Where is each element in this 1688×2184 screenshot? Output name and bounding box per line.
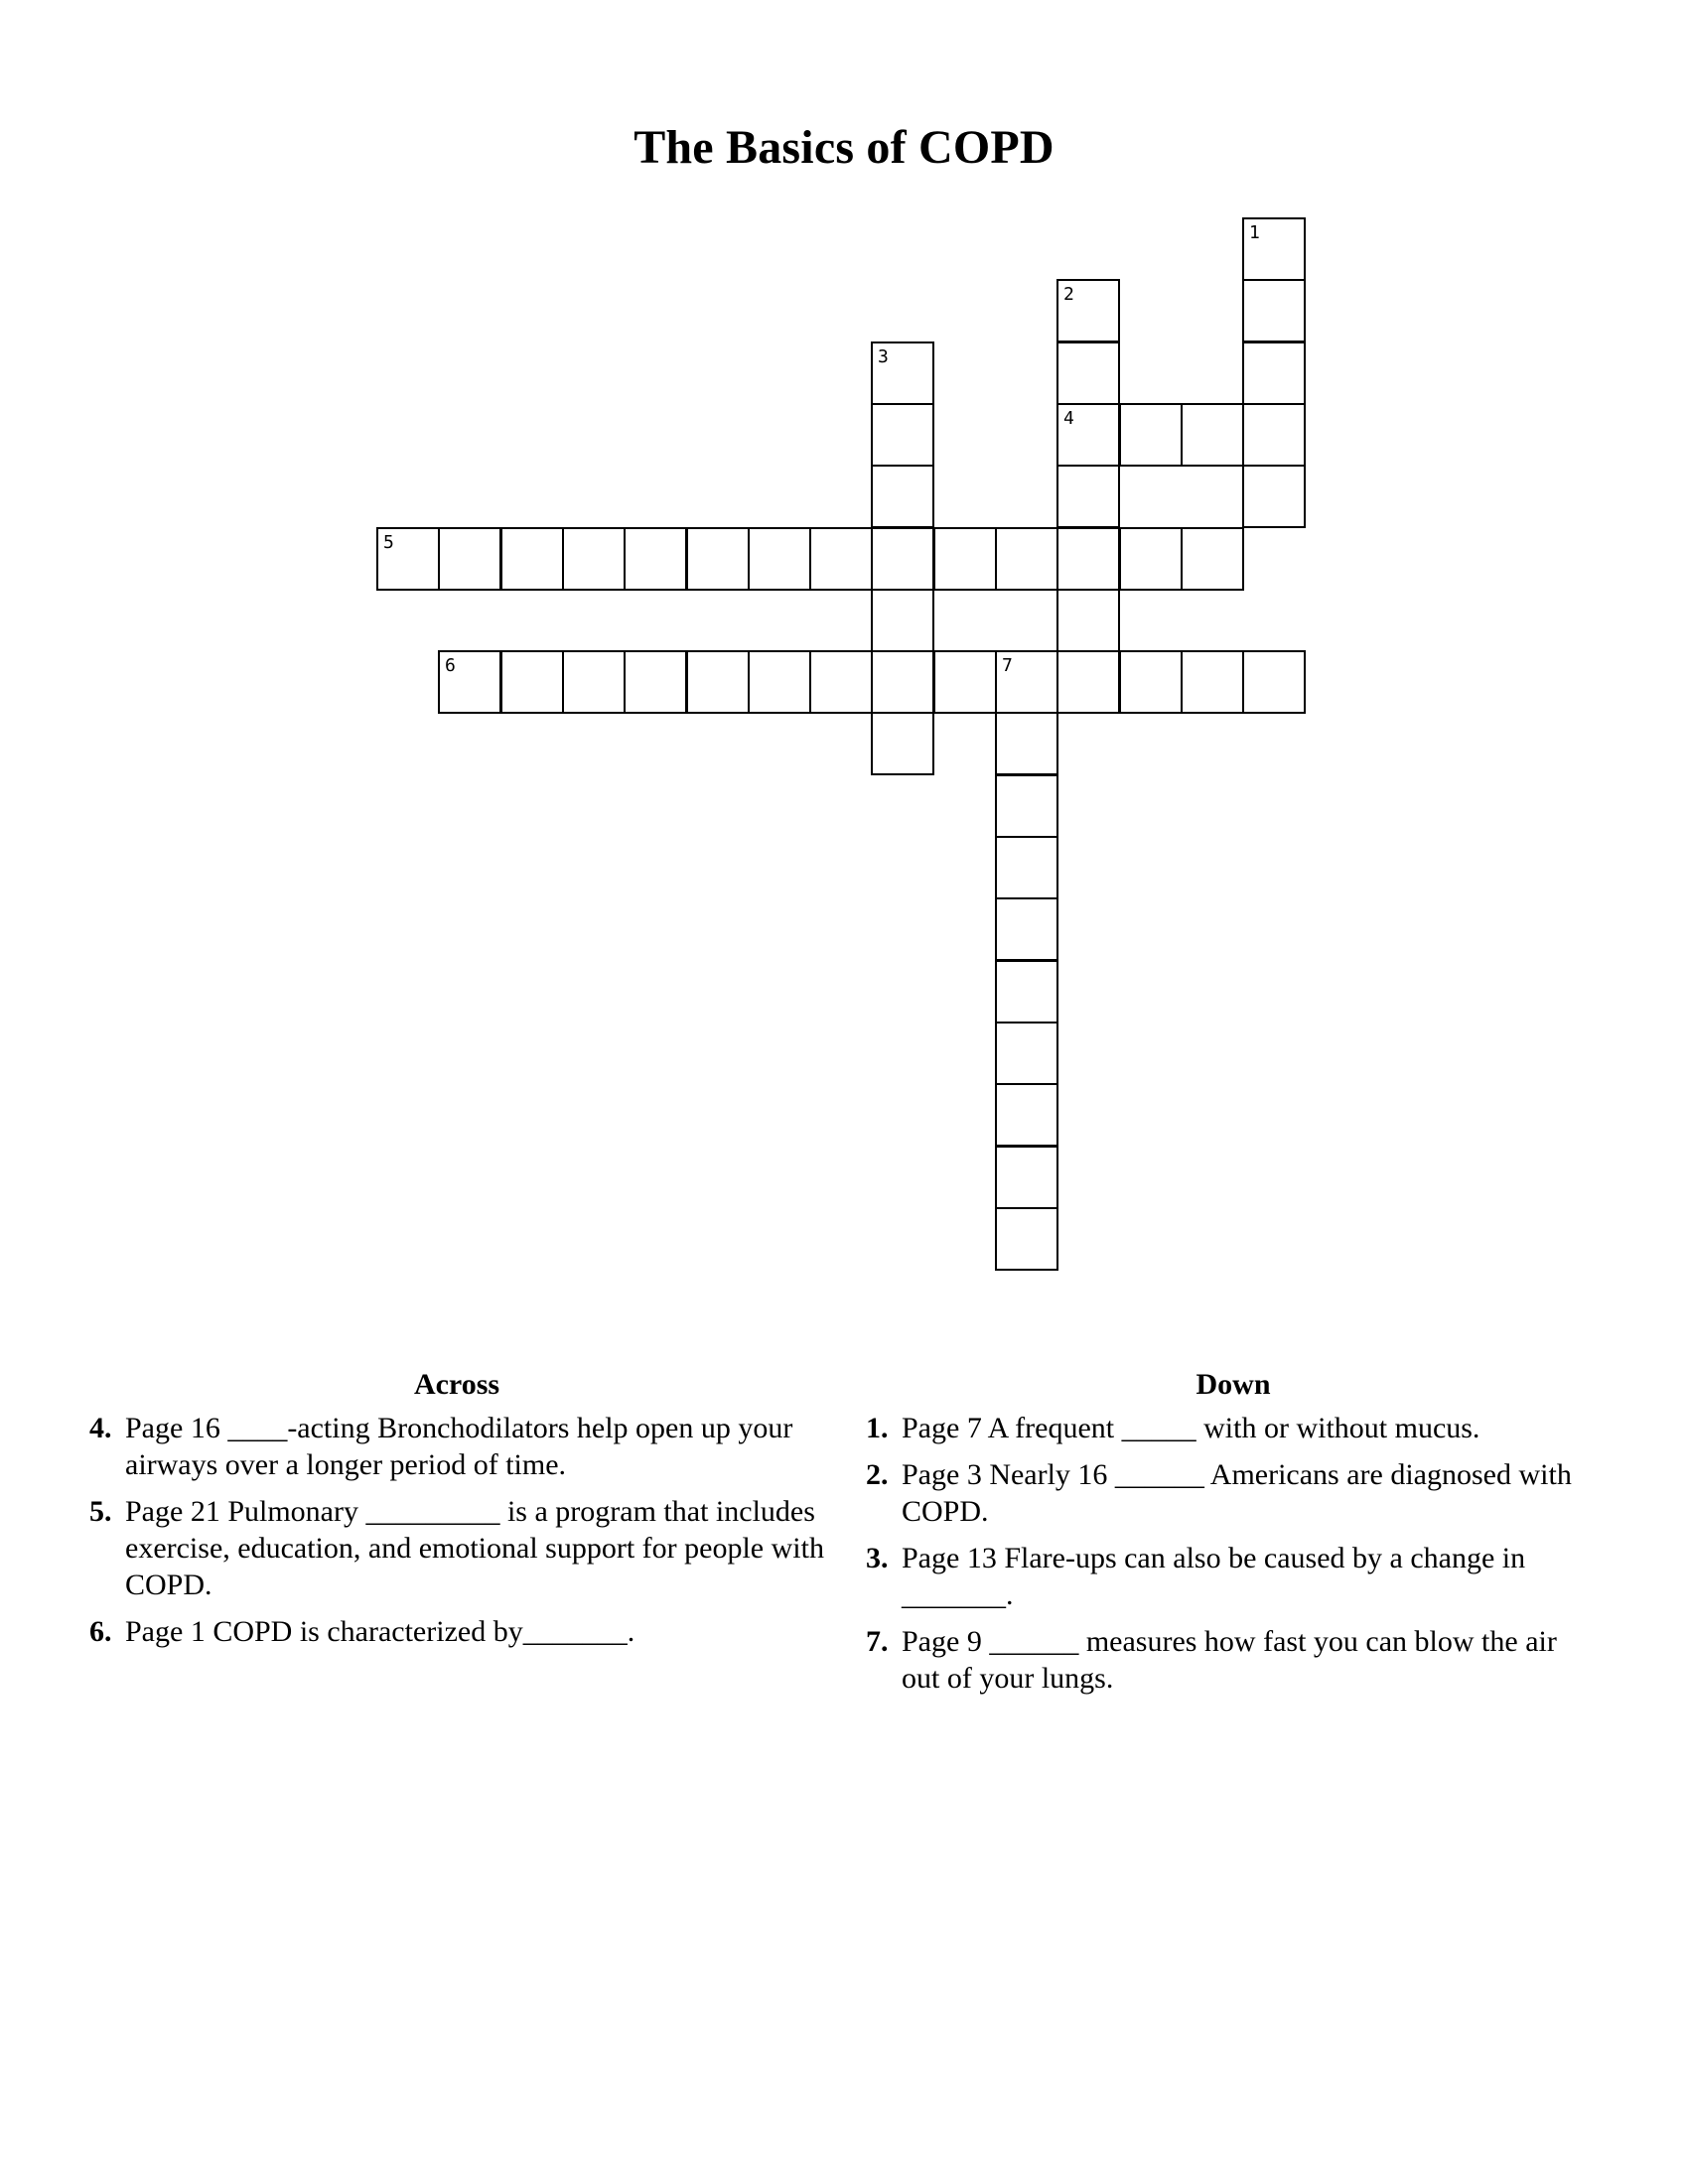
across-clue-6 [89, 1613, 824, 1650]
clue-number: 6. [89, 1615, 112, 1648]
grid-cell[interactable] [995, 960, 1058, 1024]
cell-number: 4 [1063, 408, 1074, 429]
grid-cell[interactable] [871, 712, 934, 775]
down-clues [866, 1366, 1601, 1706]
grid-cell[interactable] [1056, 279, 1120, 342]
grid-cell[interactable] [1056, 341, 1120, 405]
down-clue-7 [866, 1623, 1601, 1697]
across-heading: Across [413, 1368, 500, 1401]
grid-cell[interactable] [995, 836, 1058, 899]
grid-cell[interactable] [995, 1022, 1058, 1085]
clue-text: Page 1 COPD is characterized by_______. [125, 1615, 635, 1648]
down-clue-3 [866, 1540, 1601, 1613]
grid-cell[interactable] [1242, 279, 1306, 342]
grid-cell[interactable] [438, 527, 501, 591]
grid-cell[interactable] [1056, 527, 1120, 591]
grid-cell[interactable] [438, 650, 501, 714]
grid-cell[interactable] [562, 527, 626, 591]
grid-cell[interactable] [686, 650, 750, 714]
grid-cell[interactable] [995, 1207, 1058, 1271]
clue-text: Page 21 Pulmonary _________ is a program that includes exercise, education, and emotional support for people with COPD. [125, 1495, 824, 1601]
grid-cell[interactable] [686, 527, 750, 591]
grid-cell[interactable] [995, 527, 1058, 591]
down-heading: Down [1196, 1368, 1271, 1401]
clue-number: 1. [866, 1412, 889, 1444]
grid-cell[interactable] [500, 527, 564, 591]
grid-cell[interactable] [1056, 403, 1120, 467]
grid-cell[interactable] [562, 650, 626, 714]
grid-cell[interactable] [871, 589, 934, 652]
clue-text: Page 7 A frequent _____ with or without mucus. [902, 1412, 1480, 1444]
grid-cell[interactable] [995, 1146, 1058, 1209]
grid-cell[interactable] [809, 650, 873, 714]
grid-cell[interactable] [995, 650, 1058, 714]
across-clue-4 [89, 1410, 824, 1483]
grid-cell[interactable] [1119, 650, 1183, 714]
clue-text: Page 16 ____-acting Bronchodilators help open up your airways over a longer period of time. [125, 1412, 793, 1481]
clue-number: 3. [866, 1542, 889, 1574]
grid-cell[interactable] [1242, 650, 1306, 714]
grid-cell[interactable] [871, 650, 934, 714]
grid-cell[interactable] [1056, 650, 1120, 714]
across-clue-5 [89, 1493, 824, 1603]
grid-cell[interactable] [995, 897, 1058, 961]
clue-text: Page 13 Flare-ups can also be caused by a change in _______. [902, 1542, 1526, 1611]
clue-text: Page 9 ______ measures how fast you can blow the air out of your lungs. [902, 1625, 1557, 1695]
grid-cell[interactable] [1056, 465, 1120, 528]
grid-cell[interactable] [871, 465, 934, 528]
grid-cell[interactable] [871, 341, 934, 405]
grid-cell[interactable] [1242, 217, 1306, 281]
page-title: The Basics of COPD [633, 121, 1055, 174]
clue-number: 2. [866, 1458, 889, 1491]
cell-number: 6 [445, 655, 456, 676]
grid-cell[interactable] [1242, 341, 1306, 405]
cell-number: 3 [878, 346, 889, 367]
grid-cell[interactable] [995, 774, 1058, 838]
grid-cell[interactable] [871, 527, 934, 591]
grid-cell[interactable] [500, 650, 564, 714]
cell-number: 7 [1002, 655, 1013, 676]
clue-text: Page 3 Nearly 16 ______ Americans are diagnosed with COPD. [902, 1458, 1572, 1528]
grid-cell[interactable] [376, 527, 440, 591]
grid-cell[interactable] [995, 1083, 1058, 1147]
grid-cell[interactable] [624, 527, 687, 591]
grid-cell[interactable] [933, 650, 997, 714]
across-clues [89, 1366, 824, 1660]
grid-cell[interactable] [933, 527, 997, 591]
grid-cell[interactable] [1056, 589, 1120, 652]
cell-number: 5 [383, 532, 394, 553]
down-clue-2 [866, 1456, 1601, 1530]
grid-cell[interactable] [1242, 465, 1306, 528]
grid-cell[interactable] [1181, 650, 1244, 714]
clue-number: 4. [89, 1412, 112, 1444]
grid-cell[interactable] [1119, 527, 1183, 591]
grid-cell[interactable] [871, 403, 934, 467]
down-clue-1 [866, 1410, 1601, 1446]
clue-number: 5. [89, 1495, 112, 1528]
grid-cell[interactable] [995, 712, 1058, 775]
cell-number: 2 [1063, 284, 1074, 305]
grid-cell[interactable] [748, 527, 811, 591]
cell-number: 1 [1249, 222, 1260, 243]
clue-number: 7. [866, 1625, 889, 1658]
grid-cell[interactable] [748, 650, 811, 714]
grid-cell[interactable] [1181, 527, 1244, 591]
grid-cell[interactable] [809, 527, 873, 591]
grid-cell[interactable] [624, 650, 687, 714]
grid-cell[interactable] [1242, 403, 1306, 467]
grid-cell[interactable] [1181, 403, 1244, 467]
grid-cell[interactable] [1119, 403, 1183, 467]
